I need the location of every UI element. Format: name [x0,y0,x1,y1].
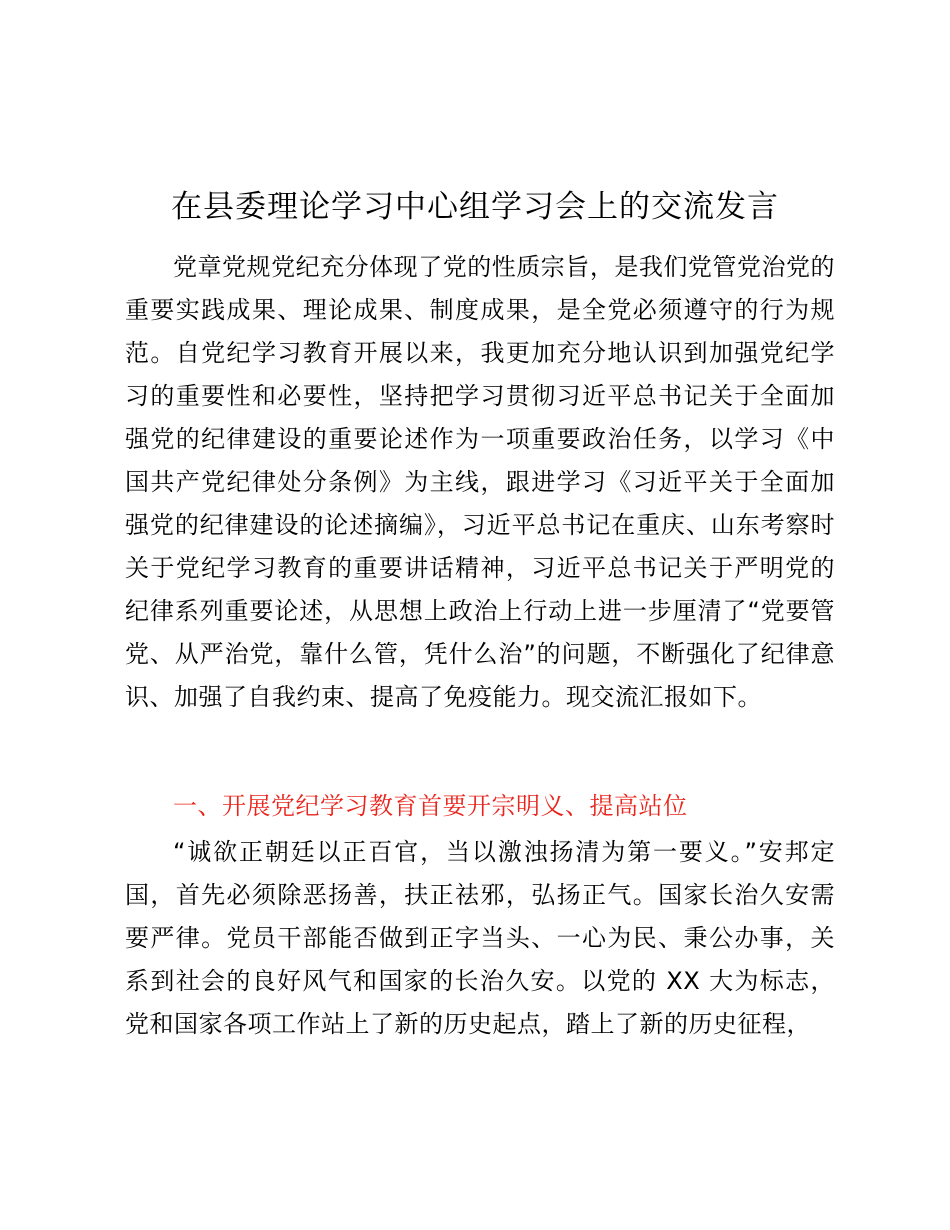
intro-paragraph: 党章党规党纪充分体现了党的性质宗旨，是我们党管党治党的重要实践成果、理论成果、制度成果，是全党必须遵守的行为规范。自党纪学习教育开展以来，我更加充分地认识到加强党纪学习的重要性和必要性，坚持把学习贯彻习近平总书记关于全面加强党的纪律建设的重要论述作为一项重要政治任务，以学习《中国共产党纪律处分条例》为主线，跟进学习《习近平关于全面加强党的纪律建设的论述摘编》，习近平总书记在重庆、山东考察时关于党纪学习教育的重要讲话精神，习近平总书记关于严明党的纪律系列重要论述，从思想上政治上行动上进一步厘清了“党要管党、从严治党，靠什么管，凭什么治”的问题，不断强化了纪律意识、加强了自我约束、提高了免疫能力。现交流汇报如下。 [125,253,835,711]
section-paragraph: “诚欲正朝廷以正百官，当以激浊扬清为第一要义。”安邦定国，首先必须除恶扬善，扶正祛邪，弘扬正气。国家长治久安需要严律。党员干部能否做到正字当头、一心为民、秉公办事，关系到社会的良好风气和国家的长治久安。以党的 XX 大为标志，党和国家各项工作站上了新的历史起点，踏上了新的历史征程， [125,838,835,1038]
document-title: 在县委理论学习中心组学习会上的交流发言 [171,189,779,225]
section-heading: 一、开展党纪学习教育首要开宗明义、提高站位 [173,792,688,820]
